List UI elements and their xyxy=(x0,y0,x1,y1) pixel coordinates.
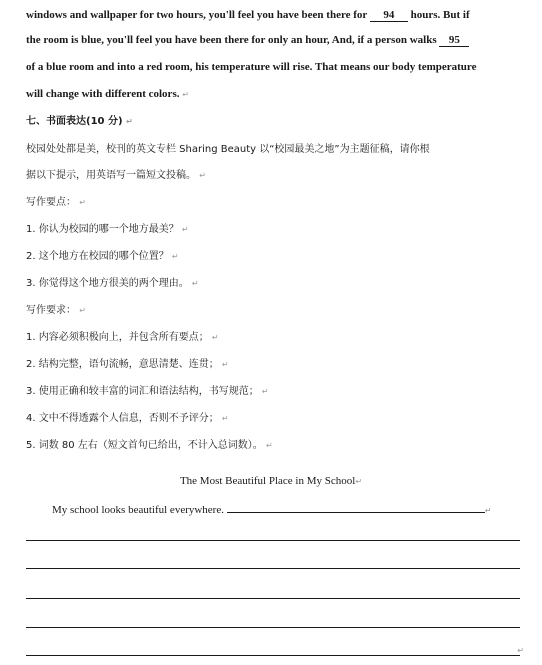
section-heading xyxy=(26,115,520,129)
point-item-2 xyxy=(26,250,520,264)
points-label xyxy=(26,196,520,210)
answer-line xyxy=(26,655,520,656)
passage-text: windows and wallpaper for two hours, you'll feel you have been there for xyxy=(26,9,370,21)
answer-line xyxy=(26,568,520,569)
paragraph-mark: ↵ xyxy=(484,506,492,515)
requirement-item-5 xyxy=(26,439,520,453)
essay-title xyxy=(0,474,542,489)
passage-text: the room is blue, you'll feel you have been there for only an hour, And, if a person walks xyxy=(26,34,440,46)
paragraph-mark: ↵ xyxy=(221,414,229,423)
paragraph-mark: ↵ xyxy=(171,252,179,261)
requirement-item-4 xyxy=(26,412,520,426)
answer-line xyxy=(26,598,520,599)
requirement-text: 2. 结构完整，语句流畅，意思清楚、连贯； xyxy=(26,359,219,370)
point-text: 3. 你觉得这个地方很美的两个理由。 xyxy=(26,278,189,289)
paragraph-mark: ↵ xyxy=(355,477,363,486)
requirement-item-2 xyxy=(26,358,520,372)
points-label-text: 写作要点： xyxy=(26,197,76,208)
paragraph-mark: ↵ xyxy=(182,90,189,99)
paragraph-mark: ↵ xyxy=(126,117,133,126)
point-item-3 xyxy=(26,277,520,291)
paragraph-mark: ↵ xyxy=(266,441,273,450)
requirement-text: 5. 词数 80 左右（短文首句已给出，不计入总词数）。 xyxy=(26,440,263,451)
paragraph-mark: ↵ xyxy=(211,333,219,342)
answer-blank-94: 94 xyxy=(370,10,408,22)
paragraph-mark: ↵ xyxy=(79,198,86,207)
answer-line xyxy=(26,540,520,541)
requirement-item-3 xyxy=(26,385,520,399)
requirement-text: 4. 文中不得透露个人信息，否则不予评分； xyxy=(26,413,219,424)
requirement-item-1 xyxy=(26,331,520,345)
answer-blank-95: 95 xyxy=(439,35,469,47)
requirement-text: 1. 内容必须积极向上，并包含所有要点； xyxy=(26,332,209,343)
answer-line xyxy=(227,503,485,513)
paragraph-mark: ↵ xyxy=(79,306,86,315)
intro-line-1: 校园处处都是美，校刊的英文专栏 Sharing Beauty 以“校园最美之地”为主题征稿，请你根 xyxy=(26,144,430,155)
paragraph-mark: ↵ xyxy=(221,360,229,369)
passage-line-2 xyxy=(26,33,520,47)
requirements-label xyxy=(26,304,520,318)
intro-line-2 xyxy=(26,169,520,183)
essay-opener xyxy=(52,503,542,518)
requirements-label-text: 写作要求： xyxy=(26,305,76,316)
intro-text: 据以下提示，用英语写一篇短文投稿。 xyxy=(26,170,196,181)
point-text: 2. 这个地方在校园的哪个位置？ xyxy=(26,251,169,262)
paragraph-mark: ↵ xyxy=(191,279,199,288)
passage-text: hours. But if xyxy=(407,9,470,21)
point-text: 1. 你认为校园的哪一个地方最美？ xyxy=(26,224,179,235)
paragraph-mark: ↵ xyxy=(199,171,206,180)
essay-title-text: The Most Beautiful Place in My School xyxy=(179,475,356,487)
requirement-text: 3. 使用正确和较丰富的词汇和语法结构，书写规范； xyxy=(26,386,259,397)
answer-line xyxy=(26,627,520,628)
paragraph-mark: ↵ xyxy=(517,646,524,655)
paragraph-mark: ↵ xyxy=(261,387,269,396)
paragraph-mark: ↵ xyxy=(181,225,189,234)
essay-opener-text: My school looks beautiful everywhere. xyxy=(52,504,224,516)
passage-text: will change with different colors. xyxy=(26,88,180,100)
section-heading-text: 七、书面表达(10 分) xyxy=(26,116,123,127)
passage-line-4 xyxy=(26,87,520,102)
point-item-1 xyxy=(26,223,520,237)
passage-line-1 xyxy=(26,8,520,22)
passage-line-3: of a blue room and into a red room, his temperature will rise. That means our body temperature xyxy=(26,61,477,73)
